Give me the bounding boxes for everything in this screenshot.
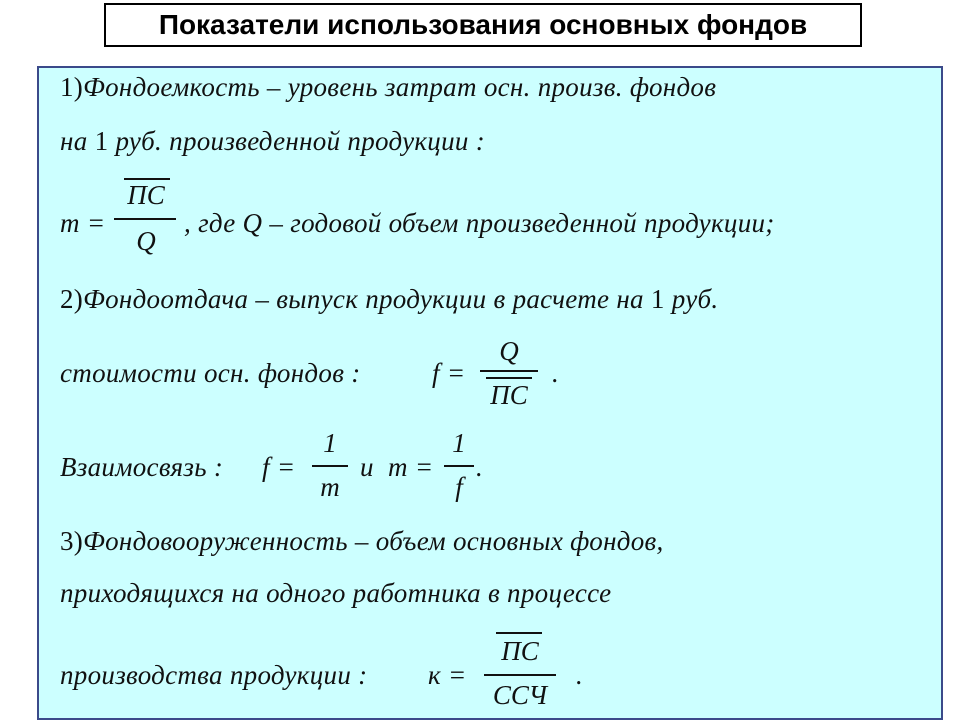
section1-heading: Фондоемкость – уровень затрат осн. произв. фондов: [83, 72, 717, 102]
relation-f-lhs: f =: [262, 452, 296, 482]
overline-ps: [124, 178, 170, 180]
section1-line1: [60, 72, 716, 103]
section2-line1: [60, 284, 718, 315]
fondootdacha-denominator: ПС: [490, 380, 528, 410]
section3-number: 3): [60, 526, 84, 556]
section3-line1: [60, 526, 664, 557]
relation-label: Взаимосвязь :: [60, 452, 224, 482]
section3-line3: производства продукции :: [60, 660, 368, 690]
section2-line1-num2: 1: [650, 284, 665, 314]
slide-title: [104, 3, 862, 47]
section2-heading: Фондоотдача – выпуск продукции в расчете на: [83, 284, 644, 314]
relation-m-numerator: 1: [452, 428, 466, 458]
fondootdacha-numerator: Q: [499, 336, 519, 366]
relation-m-denominator: f: [455, 472, 463, 502]
section1-number: 1): [60, 72, 84, 102]
section1-line2-b: руб. произведенной продукции :: [115, 126, 486, 156]
overline-ps: [486, 377, 532, 379]
fondoemkost-denominator: Q: [136, 226, 156, 256]
fraction-bar: [114, 218, 176, 220]
fraction-bar: [480, 370, 538, 372]
fondootdacha-formula-tail: .: [552, 358, 560, 388]
section2-line1-tail: руб.: [671, 284, 719, 314]
fondoemkost-numerator: ПС: [127, 180, 165, 210]
fondoemkost-formula-tail: , где Q – годовой объем произведенной продукции;: [184, 208, 775, 238]
relation-and: и: [360, 452, 374, 482]
section2-line2: стоимости осн. фондов :: [60, 358, 361, 388]
fraction-bar: [484, 674, 556, 676]
relation-f-denominator: m: [320, 472, 340, 502]
fondovooruzhennost-numerator: ПС: [501, 636, 539, 666]
fondovooruzhennost-formula-tail: .: [576, 660, 584, 690]
fondovooruzhennost-denominator: ССЧ: [492, 680, 548, 710]
section2-number: 2): [60, 284, 84, 314]
fondovooruzhennost-formula-lhs: к =: [428, 660, 467, 690]
slide-title-text: Показатели использования основных фондов: [158, 9, 808, 40]
section3-heading: Фондовооруженность – объем основных фондов,: [83, 526, 664, 556]
overline-ps: [496, 632, 542, 634]
section1-line2-a: на: [60, 126, 88, 156]
relation-tail: .: [476, 452, 484, 482]
fondootdacha-formula-lhs: f =: [432, 358, 466, 388]
section1-line2-num: 1: [94, 126, 109, 156]
section1-line2: [60, 126, 485, 157]
fraction-bar: [444, 465, 474, 467]
section3-line2: приходящихся на одного работника в процессе: [60, 578, 612, 608]
relation-f-numerator: 1: [323, 428, 337, 458]
fondoemkost-formula-lhs: m =: [60, 208, 106, 238]
relation-m-lhs: m =: [388, 452, 434, 482]
fraction-bar: [312, 465, 348, 467]
